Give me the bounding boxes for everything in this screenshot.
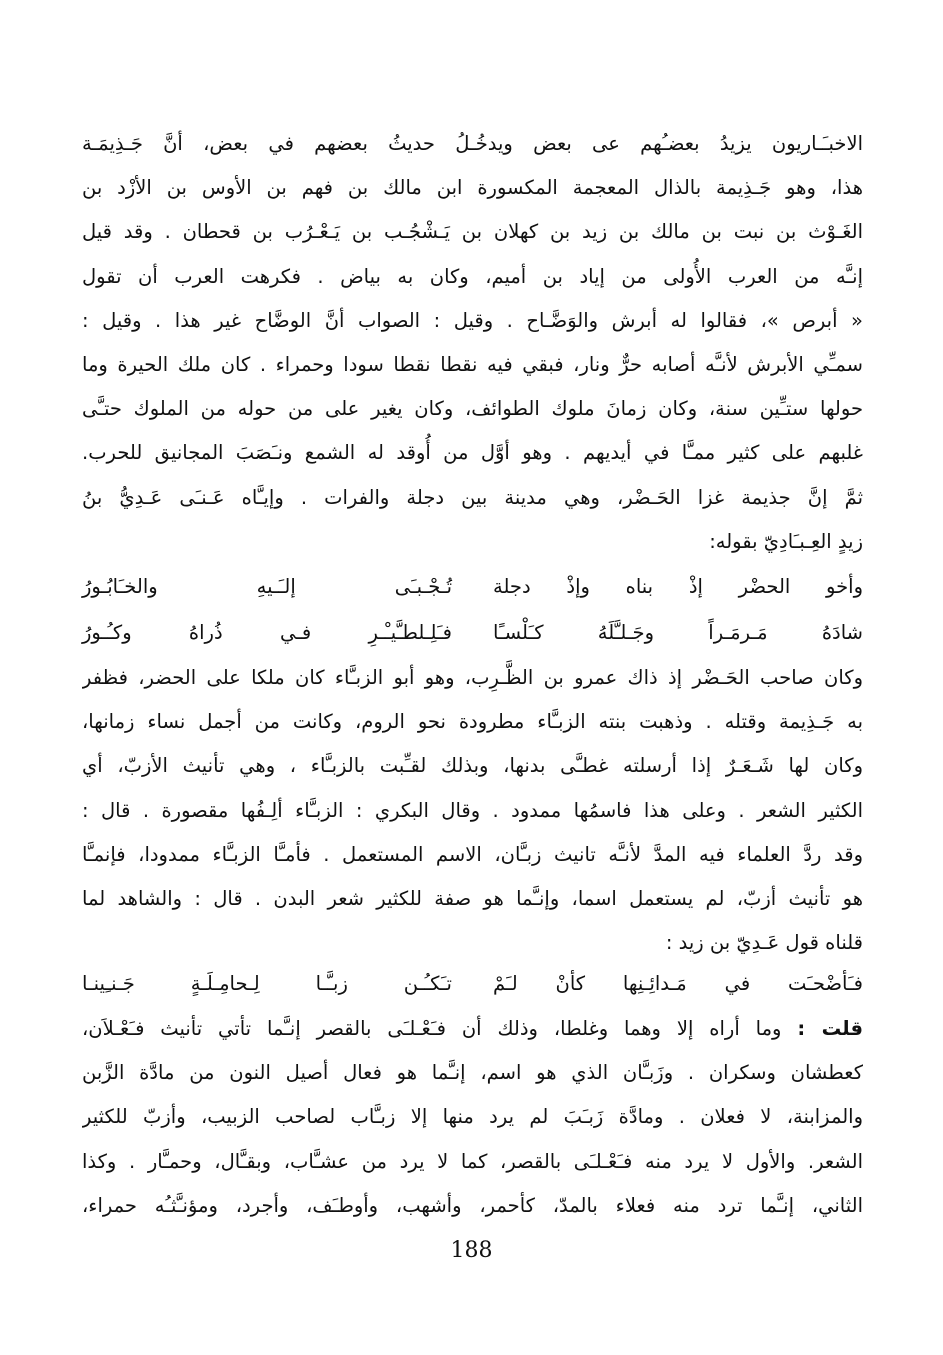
text-line: والمزابنة، لا فعلان . ومادَّة زَبـَبَ لم يرد منها إلا زبـَّاب لصاحب الزبيب، وأزبّ للكثير — [82, 1105, 863, 1129]
text-line: به جَـذِيمة وقتله . وذهبت بنته الزبـَّاء مطرودة نحو الروم، وكانت من أجمل نساء زمانها، — [82, 710, 863, 734]
text-line: الشعر. والأول لا يرد منه فـَعْـلـَى بالقصر، كما لا يرد من عشـَّاب، وبقـَّال، وحمـَّار . وكذا — [82, 1149, 863, 1173]
text-line: زيدٍ العِـبـَادِيّ بقوله: — [709, 529, 863, 553]
text-run: وما أراه إلا وهما وغلطا، وذلك أن فـَعْـلـَى بالقصر إنـَّما تأتي تأنيث فـَعْـلاَن، — [82, 1017, 798, 1040]
text-line: الثاني، إنـَّما ترد منه فعلاء بالمدّ، كأحمر، وأشهب، وأوطـَف، وأجرد، ومؤنـَّثـُه حمراء، — [82, 1193, 863, 1217]
text-line: إنـَّه من العرب الأُولى من إياد بن أميم، وكان به بياض . فكرهت العرب أن تقول — [82, 264, 863, 288]
text-line: الاخبـَـاريون يزيدُ بعضـُهم عى بعض ويدخُـلُ حديثُ بعضهم في بعض، أنَّ جَـذِيمَـة — [82, 132, 863, 155]
text-line: سمـِّي الأبرش لأنـَّه أصابه حرٌّ ونار، فبقي فيه نقطا نقطا سودا وحمراء . كان ملك الحيرة وما — [82, 352, 863, 376]
text-line: وكان لها شَـعَـرٌ إذا أرسلته غطـَّى بدنها، وبذلك لقـِّبت بالزبـَّاء ، وهي تأنيث الأزبّ، أي — [82, 754, 863, 778]
text-line: حولها ستـِّين سنة، وكان زمانَ ملوك الطوائف، وكان يغير على من حوله من الملوك حتـَّى — [82, 397, 863, 421]
text-line: كعطشان وسكران . وزَبـَّان الذي هو اسم، إنـَّما هو فعال أصيل النون من مادَّة الزَّبن — [82, 1061, 863, 1085]
poem-verse — [82, 564, 863, 610]
text-line: غلبهم على كثير ممـَّا في أيديهم . وهو أوَّل من أُوقد له الشمع ونـَصَبَ المجانيق للحرب. — [82, 441, 863, 465]
commentary-paragraph — [82, 961, 863, 1228]
text-line: هو تأنيث أزبّ، لم يستعمل اسما، وإنـَّما هو صفة للكثير شعر البدن . قال : والشاهد لما — [82, 886, 863, 910]
text-line: « أبرص »، فقالوا له أبرش والوَضَّـاح . وقيل : الصواب أنَّ الوضَّاح غير هذا . وقيل : — [82, 308, 863, 332]
poem-verse — [82, 961, 863, 1007]
text-line: ثمَّ إنَّ جذيمة غزا الحَـضْر، وهي مدينة بين دجلة والفرات . وإيـَّاه عَـنـَى عَـدِيُّ بنُ — [82, 485, 863, 509]
verse-second-hemistich: تـَكـُـن زبـَّـا لِـحامِـلَـةٍ جَـنـِينـا — [82, 972, 452, 995]
text-line: قلناه قول عَـدِيّ بن زيد : — [665, 931, 863, 955]
poem-and-paragraph — [82, 564, 863, 965]
text-line: وقد ردَّ العلماء فيه المدَّ لأنـَّه تانيث زبـَّان، الاسم المستعمل . فأمـَّا الزبـَّاء ممدودا، فإنمـَّا — [82, 842, 863, 866]
text-line: هذا، وهو جَـذِيمة بالذال المعجمة المكسورة ابن مالك بن فهم بن الأوس بن الأزْد بن — [82, 176, 863, 200]
verse-first-hemistich: شادَهُ مَـرمَـراً وجَـلـَّلَهُ كـَلْسـًا — [493, 621, 863, 644]
verse-first-hemistich: فـَأضْحـَت في مَـدائِـنِها كأنْ لـَمْ — [493, 972, 863, 995]
verse-second-hemistich: فـَلِـلطـَّيـْـرِ فـي ذُراهُ وكـُـورُ — [82, 621, 452, 644]
text-line — [82, 1007, 863, 1051]
text-line: الكثير الشعر . وعلى هذا فاسمُها ممدود . وقال البكري : الزبـَّاء ألِـفُها مقصورة . قال : — [82, 798, 863, 822]
verse-first-hemistich: وأخو الحضْر إذْ بناه وإذْ دجلة — [493, 575, 863, 598]
commentary-lead: قلت : — [797, 1017, 863, 1040]
verse-second-hemistich: تُـجْـبـَى إلـَـيهِ والخـَابُـورُ — [82, 575, 452, 598]
text-line: الغَـوْث بن نبت بن مالك بن زيد بن كهلان بن يَـشْجُـب بن يَـعْـرُب بن قحطان . وقد قيل — [82, 220, 863, 244]
text-line: وكان صاحب الحَـضْر إذ ذاك عمرو بن الظَّـرِب، وهو أبو الزبـَّاء كان ملكا على الحضر، فظفر — [82, 666, 863, 689]
page-number: 188 — [450, 1238, 493, 1263]
paragraph-history — [82, 122, 863, 564]
poem-verse — [82, 610, 863, 656]
